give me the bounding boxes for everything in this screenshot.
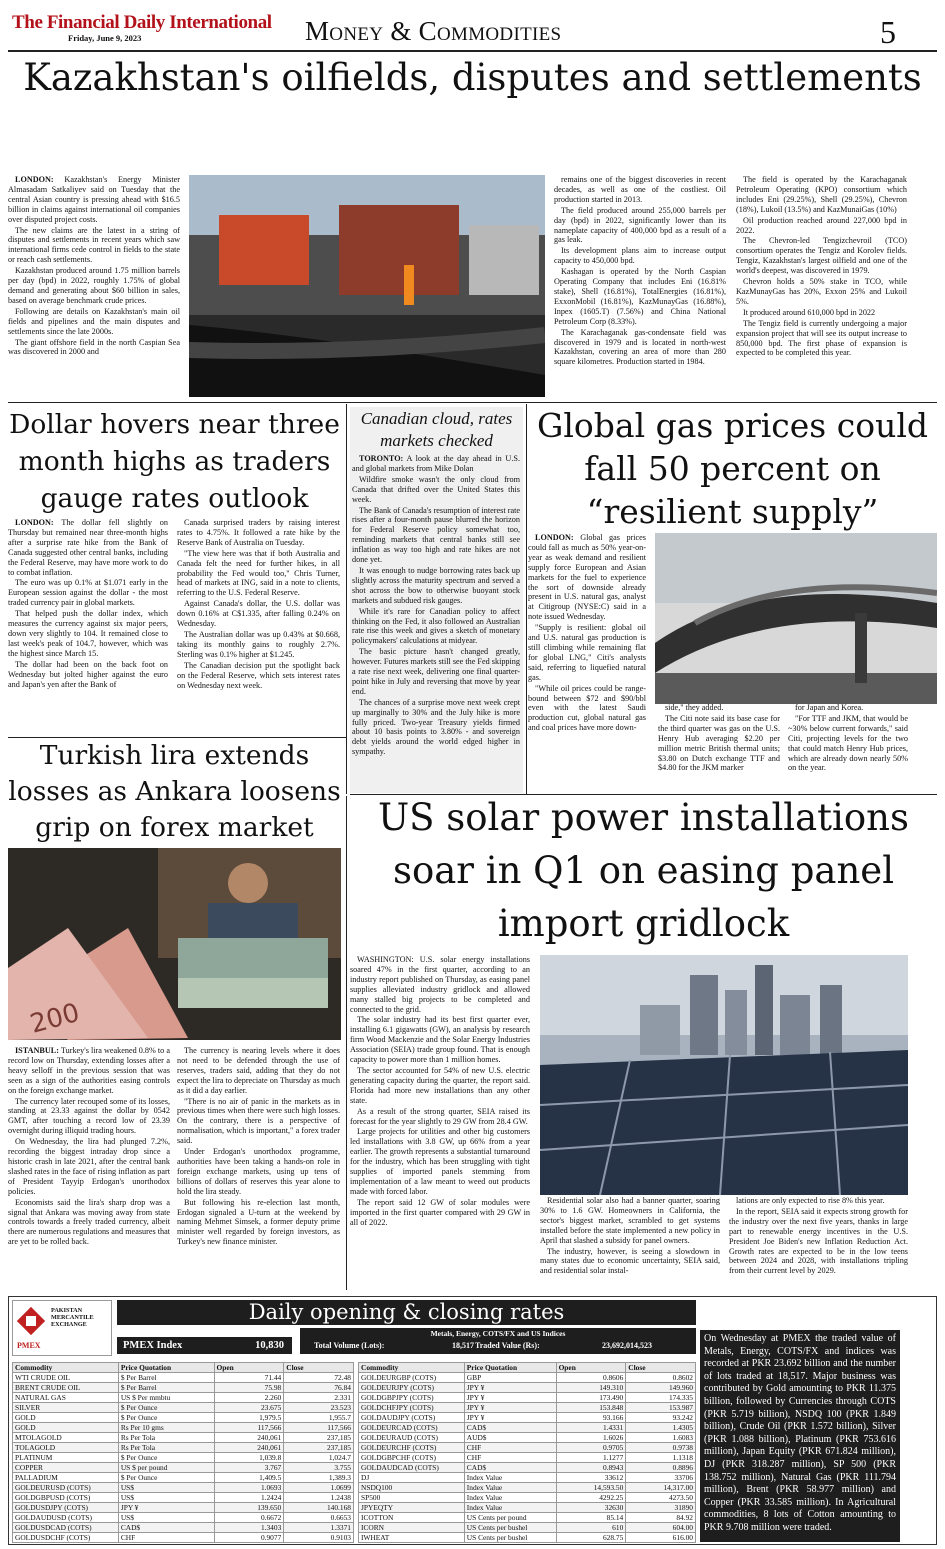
quotation-cell: JPY ¥ xyxy=(118,1503,214,1513)
rates-summary: On Wednesday at PMEX the traded value of Metals, Energy, COTS/FX and indices was recorded at PKR 23.692 billion and the number of lots traded at 18,517. Major business was contributed by Gold amounting to PKR 11.375 billion, followed by Currencies through COTS (PKR 5.719 billion), NSDQ 100 (PKR 1.849 billion), Crude Oil (PKR 1.572 billion), Silver (PKR 1.088 billion), Platinum (PKR 753.616 million), Japan Equity (PKR 671.824 million), DJ (PKR 318.287 million), SP 500 (PKR 138.752 million), Natural Gas (PKR 111.794 million), Brent (PKR 58.977 million) and Copper (PKR 33.585 million). In Agricultural commodities, 8 lots of Cotton amounting to PKR 9.708 million were traded. xyxy=(700,1330,900,1542)
quotation-cell: $ Per Barrel xyxy=(118,1383,214,1393)
quotation-cell: JPY ¥ xyxy=(464,1383,556,1393)
paragraph: It produced around 610,000 bpd in 2022 xyxy=(743,307,876,317)
close-cell: 2.331 xyxy=(284,1393,354,1403)
paragraph: LONDON: Kazakhstan's Energy Minister Almasadam Satkaliyev said on Tuesday that the central Asian country is pressing ahead with $16.5 billion in claims against international oil companies over disputed project costs. xyxy=(8,175,180,224)
close-cell: 140.168 xyxy=(284,1503,354,1513)
quotation-cell: JPY ¥ xyxy=(464,1393,556,1403)
kazakhstan-column-3 xyxy=(736,175,907,397)
paragraph: side," they added. xyxy=(665,703,724,712)
close-cell: 93.242 xyxy=(626,1413,696,1423)
open-cell: 117,566 xyxy=(214,1423,284,1433)
dollar-column-2 xyxy=(177,518,340,733)
rate-row xyxy=(13,1413,354,1423)
commodity-cell: GOLD xyxy=(13,1413,119,1423)
paragraph: The report said 12 GW of solar modules were imported in the first quarter compared with 29 GW in all of 2022. xyxy=(350,1197,530,1227)
paragraph: LONDON: Global gas prices could fall as much as 50% year-on-year as weak demand and resilient supply force European and Asian markets for the fuel to experience the sort of downside already present in U.S. natural gas, analyst at Citigroup (NYSE:C) said in a note issued Wednesday. xyxy=(528,533,646,622)
quotation-cell: $ Per Ounce xyxy=(118,1403,214,1413)
quotation-cell: $ Per Ounce xyxy=(118,1413,214,1423)
commodity-cell: NSDQ100 xyxy=(359,1483,465,1493)
paragraph: The Canadian decision put the spotlight back on the Federal Reserve, which sets interest rates on Wednesday next week. xyxy=(177,660,340,690)
canada-column xyxy=(352,454,520,791)
commodity-cell: GOLDEURAUD (COTS) xyxy=(359,1433,465,1443)
close-cell: 616.00 xyxy=(626,1533,696,1543)
quotation-cell: US$ xyxy=(118,1493,214,1503)
paragraph: While it's rare for Canadian policy to affect thinking on the Fed, it also followed an Australian rate rise this week and gives a sketch of monetary policymakers' calculations at midyear. xyxy=(352,606,520,646)
rate-row xyxy=(359,1443,696,1453)
lira-banknotes-photo xyxy=(8,848,341,1040)
commodity-cell: JPYEQTY xyxy=(359,1503,465,1513)
paragraph: Following are details on Kazakhstan's main oil fields and pipelines and the main disputes and settlements since the late 2000s. xyxy=(8,306,180,336)
rate-row xyxy=(13,1393,354,1403)
rate-row xyxy=(359,1403,696,1413)
rate-row xyxy=(13,1483,354,1493)
paragraph: Against Canada's dollar, the U.S. dollar was down 0.16% at C$1.335, after falling 0.24% on Wednesday. xyxy=(177,599,340,629)
close-cell: 72.48 xyxy=(284,1373,354,1383)
quotation-cell: Rs Per Tola xyxy=(118,1443,214,1453)
quotation-cell: CAD$ xyxy=(464,1463,556,1473)
pmex-index-value: 10,830 xyxy=(255,1340,284,1351)
commodity-cell: SILVER xyxy=(13,1403,119,1413)
rate-row xyxy=(13,1463,354,1473)
commodity-cell: DJ xyxy=(359,1473,465,1483)
quotation-cell: GBP xyxy=(464,1373,556,1383)
commodity-cell: TOLAGOLD xyxy=(13,1443,119,1453)
open-cell: 85.14 xyxy=(556,1513,626,1523)
commodity-cell: GOLDEURJPY (COTS) xyxy=(359,1383,465,1393)
paragraph: The Australian dollar was up 0.43% at $0.668, taking its monthly gains to roughly 2.7%. Sterling was 0.1% higher at $1.245. xyxy=(177,629,340,659)
pmex-logo xyxy=(12,1300,112,1356)
col-header-close: Close xyxy=(626,1363,696,1373)
quotation-cell: Index Value xyxy=(464,1503,556,1513)
paragraph: As a result of the strong quarter, SEIA raised its forecast for the year slightly to 29 GW from 28.4 GW. xyxy=(350,1106,530,1126)
dollar-column-1 xyxy=(8,518,168,733)
open-cell: 0.6672 xyxy=(214,1513,284,1523)
open-cell: 23.675 xyxy=(214,1403,284,1413)
rate-row xyxy=(13,1403,354,1413)
open-cell: 33612 xyxy=(556,1473,626,1483)
vertical-rule-2 xyxy=(526,404,527,794)
quotation-cell: US Cents per bushel xyxy=(464,1533,556,1543)
open-cell: 2.260 xyxy=(214,1393,284,1403)
close-cell: 76.84 xyxy=(284,1383,354,1393)
quotation-cell: $ Per Barrel xyxy=(118,1373,214,1383)
kazakhstan-headline: Kazakhstan's oilfields, disputes and settlements xyxy=(23,56,922,99)
close-cell: 1.1318 xyxy=(626,1453,696,1463)
quotation-cell: CHF xyxy=(464,1453,556,1463)
paragraph: Kashagan is operated by the North Caspian Operating Company that includes Eni (16.81% stake), Shell (16.81%), TotalEnergies (16.81%), ExxonMobil (16.81%), KazMunayGas (16.88%), Inpex (1605.T) (7.56%) and China National Petroleum Corp (8.33%). xyxy=(554,267,726,326)
gas-column-2 xyxy=(658,703,780,791)
col-header-price-quotation: Price Quotation xyxy=(118,1363,214,1373)
volume-value: 18,517 xyxy=(452,1341,474,1350)
close-cell: 1.0699 xyxy=(284,1483,354,1493)
quotation-cell: US Cents per bushel xyxy=(464,1523,556,1533)
paragraph: The currency is nearing levels where it does not need to be defended through the use of reserves, traders said, adding that they do not expect the lira to depreciate on Thursday as much as it did a day earlier. xyxy=(177,1046,340,1095)
dollar-headline: Dollar hovers near three month highs as traders gauge rates outlook xyxy=(9,409,340,514)
quotation-cell: Index Value xyxy=(464,1493,556,1503)
paragraph: Chevron holds a 50% stake in TCO, while KazMunayGas has 20%, Exxon 25% and Lukoil 5%. xyxy=(736,277,907,306)
commodity-cell: NATURAL GAS xyxy=(13,1393,119,1403)
open-cell: 1,409.5 xyxy=(214,1473,284,1483)
paragraph: The field produced around 255,000 barrels per day (bpd) in 2022, significantly lower than its nameplate capacity of 400,000 bpd as a result of a gas leak. xyxy=(554,205,726,245)
rate-row xyxy=(359,1503,696,1513)
open-cell: 75.98 xyxy=(214,1383,284,1393)
traded-value: 23,692,014,523 xyxy=(602,1341,652,1350)
pmex-logo-abbr: PMEX xyxy=(17,1341,41,1350)
paragraph: "While oil prices could be range-bound between $72 and $90/bbl even with the latest Saudi production cut, global natural gas and coal prices have more down- xyxy=(528,683,646,733)
rate-row xyxy=(13,1433,354,1443)
commodity-cell: GOLDUSDCAD (COTS) xyxy=(13,1523,119,1533)
open-cell: 0.9705 xyxy=(556,1443,626,1453)
rate-row xyxy=(359,1383,696,1393)
quotation-cell: Rs Per 10 gms xyxy=(118,1423,214,1433)
close-cell: 1.4305 xyxy=(626,1423,696,1433)
paragraph: lations are only expected to rise 8% this year. xyxy=(736,1196,885,1205)
newspaper-name: The Financial Daily International xyxy=(12,12,272,33)
paragraph: The Karachaganak gas-condensate field was discovered in 1979 and is located in north-west Kazakhstan, covering an area of more than 280 square kilometres. Production started in 1984. xyxy=(554,327,726,367)
oilfield-photo xyxy=(189,175,545,397)
close-cell: 0.9738 xyxy=(626,1443,696,1453)
pmex-index-label: PMEX Index xyxy=(123,1340,183,1351)
rate-row xyxy=(359,1513,696,1523)
quotation-cell: CHF xyxy=(464,1443,556,1453)
paragraph: ISTANBUL: Turkey's lira weakened 0.8% to a record low on Thursday, extending losses after a heavy selloff in the previous session that was seen as a sign of the authorities easing controls on the foreign exchange market. xyxy=(8,1046,170,1095)
pmex-logo-text: PAKISTAN MERCANTILE EXCHANGE xyxy=(51,1307,94,1329)
svg-text:200: 200 xyxy=(27,997,83,1040)
quotation-cell: JPY ¥ xyxy=(464,1413,556,1423)
close-cell: 33706 xyxy=(626,1473,696,1483)
close-cell: 0.9103 xyxy=(284,1533,354,1543)
quotation-cell: JPY ¥ xyxy=(464,1403,556,1413)
gas-column-3 xyxy=(788,703,908,791)
col-header-open: Open xyxy=(214,1363,284,1373)
solar-column-1 xyxy=(350,955,530,1288)
quotation-cell: US Cents per pound xyxy=(464,1513,556,1523)
commodity-cell: BRENT CRUDE OIL xyxy=(13,1383,119,1393)
quotation-cell: CAD$ xyxy=(118,1523,214,1533)
commodity-cell: MTOLAGOLD xyxy=(13,1433,119,1443)
col-header-open: Open xyxy=(556,1363,626,1373)
open-cell: 240,061 xyxy=(214,1443,284,1453)
quotation-cell: US $ per pound xyxy=(118,1463,214,1473)
paragraph: Kazakhstan produced around 1.75 million barrels per day (bpd) in 2022, roughly 1.75% of global demand and generating about $60 billion in sales, based on average benchmark crude prices. xyxy=(8,266,180,305)
rate-row xyxy=(13,1443,354,1453)
commodity-cell: GOLD xyxy=(13,1423,119,1433)
volume-bar xyxy=(300,1328,696,1354)
paragraph: It was enough to nudge borrowing rates back up slightly across the maturity spectrum and served a shot across the bow to otherwise buoyant stock markets and subdued risk gauges. xyxy=(352,565,520,605)
paragraph: Wildfire smoke wasn't the only cloud from Canada that drifted over the United States this week. xyxy=(352,474,520,504)
paragraph: The sector accounted for 54% of new U.S. electric generating capacity during the quarter, the report said. Florida had more new installations than any other state. xyxy=(350,1065,530,1105)
rate-row xyxy=(359,1393,696,1403)
commodity-cell: GOLDAUDJPY (COTS) xyxy=(359,1413,465,1423)
paragraph: LONDON: The dollar fell slightly on Thursday but remained near three-month highs after a surprise rate hike from the Bank of Canada suggested other central banks, including the Federal Reserve, may have more work to do to combat inflation. xyxy=(8,518,168,577)
paragraph: Its development plans aim to increase output capacity to 450,000 bpd. xyxy=(554,246,726,266)
rates-table-right xyxy=(358,1362,696,1543)
commodity-cell: IWHEAT xyxy=(359,1533,465,1543)
quotation-cell: $ Per Ounce xyxy=(118,1453,214,1463)
close-cell: 117,566 xyxy=(284,1423,354,1433)
solar-headline: US solar power installations soar in Q1 on easing panel import gridlock xyxy=(378,796,909,945)
pmex-index-bar xyxy=(117,1337,292,1354)
paragraph: That helped push the dollar index, which measures the currency against six major peers, down very slightly to 104. It remained close to last week's peak of 104.7, however, which was the highest since March 15. xyxy=(8,609,168,658)
vertical-rule-3 xyxy=(346,796,347,1290)
paragraph: But following his re-election last month, Erdogan signaled a U-turn at the weekend by naming Mehmet Simsek, a former deputy prime minister well regarded by foreign investors, as Turkey's new finance minister. xyxy=(177,1197,340,1247)
close-cell: 4273.50 xyxy=(626,1493,696,1503)
open-cell: 1.6026 xyxy=(556,1433,626,1443)
commodity-cell: GOLDGBPJPY (COTS) xyxy=(359,1393,465,1403)
rate-row xyxy=(13,1503,354,1513)
open-cell: 1.4331 xyxy=(556,1423,626,1433)
page-number: 5 xyxy=(880,14,896,50)
close-cell: 1,955.7 xyxy=(284,1413,354,1423)
paragraph: The field is operated by the Karachaganak Petroleum Operating (KPO) consortium which includes Eni (29.25%), Shell (29.25%), Chevron (18%), Lukoil (13.5%) and KazMunaiGas (10%) xyxy=(736,175,907,214)
commodity-cell: GOLDUSDCHF (COTS) xyxy=(13,1533,119,1543)
open-cell: 32630 xyxy=(556,1503,626,1513)
close-cell: 149.960 xyxy=(626,1383,696,1393)
paragraph: The new claims are the latest in a string of disputes and settlements in recent years which saw international firms cede control in fields to the state or reach cash settlements. xyxy=(8,225,180,265)
open-cell: 610 xyxy=(556,1523,626,1533)
commodity-cell: WTI CRUDE OIL xyxy=(13,1373,119,1383)
rate-row xyxy=(359,1433,696,1443)
quotation-cell: CAD$ xyxy=(464,1423,556,1433)
paragraph: The currency later recouped some of its losses, standing at 23.33 against the dollar by 0542 GMT, after touching a record low of 23.39 overnight during illiquid trading hours. xyxy=(8,1096,170,1136)
rate-row xyxy=(359,1473,696,1483)
paragraph: The basic picture hasn't changed greatly, however. Futures markets still see the Fed skipping a rate rise next week, delivering one final quarter-point hike in July and reversing that move by year end. xyxy=(352,647,520,696)
open-cell: 71.44 xyxy=(214,1373,284,1383)
close-cell: 1,024.7 xyxy=(284,1453,354,1463)
gas-column-1 xyxy=(528,533,646,791)
paragraph: The Citi note said its base case for the third quarter was gas on the U.S. Henry Hub averaging $2.20 per million metric British thermal units; $3.80 on Dutch exchange TTF and $4.80 for the JKM marker xyxy=(658,713,780,773)
open-cell: 153.848 xyxy=(556,1403,626,1413)
kazakhstan-column-1 xyxy=(8,175,180,397)
quotation-cell: Index Value xyxy=(464,1483,556,1493)
quotation-cell: US$ xyxy=(118,1513,214,1523)
open-cell: 3.767 xyxy=(214,1463,284,1473)
open-cell: 1.1277 xyxy=(556,1453,626,1463)
paragraph: In the report, SEIA said it expects strong growth for the industry over the next five years, thanks in large part to renewable energy incentives in the U.S. President Joe Biden's new Inflation Reduction Act. Growth rates are expected to be in the low teens between 2024 and 2028, with installations tripling from their current level by 2029. xyxy=(729,1206,908,1276)
close-cell: 0.6653 xyxy=(284,1513,354,1523)
commodity-cell: GOLDAUDCAD (COTS) xyxy=(359,1463,465,1473)
col-header-commodity: Commodity xyxy=(13,1363,119,1373)
close-cell: 0.8602 xyxy=(626,1373,696,1383)
issue-date: Friday, June 9, 2023 xyxy=(68,33,142,43)
open-cell: 240,061 xyxy=(214,1433,284,1443)
paragraph: Under Erdogan's unorthodox programme, authorities have been taking a hands-on role in foreign exchange markets, using up tens of billions of dollars of reserves this year alone to hold the lira steady. xyxy=(177,1147,340,1196)
rate-row xyxy=(359,1373,696,1383)
close-cell: 23.523 xyxy=(284,1403,354,1413)
paragraph: remains one of the biggest discoveries in recent decades, as well as one of the costliest. Oil production started in 2013. xyxy=(554,175,726,204)
quotation-cell: $ Per Ounce xyxy=(118,1473,214,1483)
rate-row xyxy=(359,1413,696,1423)
col-header-close: Close xyxy=(284,1363,354,1373)
commodity-cell: GOLDGBPCHF (COTS) xyxy=(359,1453,465,1463)
commodity-cell: GOLDEURUSD (COTS) xyxy=(13,1483,119,1493)
rate-row xyxy=(359,1523,696,1533)
open-cell: 93.166 xyxy=(556,1413,626,1423)
open-cell: 0.8606 xyxy=(556,1373,626,1383)
paragraph: The Chevron-led Tengizchevroil (TCO) consortium operates the Tengiz and Korolev fields. Tengiz, Kazakhstan's largest oilfield and one of the world's deepest, was discovered in 1979. xyxy=(736,236,907,276)
paragraph: The Tengiz field is currently undergoing a major expansion project that will see its output increase to 850,000 bpd. The first phase of expansion is expected to be completed this year. xyxy=(736,318,907,358)
paragraph: The Bank of Canada's resumption of interest rate rises after a four-month pause blurred the horizon for Federal Reserve policy somewhat too, reminding markets that central banks still see inflation as way too high and rate hikes are not done yet. xyxy=(352,505,520,565)
quotation-cell: Index Value xyxy=(464,1473,556,1483)
gas-headline: Global gas prices could fall 50 percent on “resilient supply” xyxy=(536,406,929,531)
col-header-price-quotation: Price Quotation xyxy=(464,1363,556,1373)
solar-column-2 xyxy=(540,1196,720,1288)
lira-column-1 xyxy=(8,1046,170,1288)
paragraph: The industry, however, is seeing a slowdown in many states due to economic uncertainty, SEIA said, and residential solar instal- xyxy=(540,1246,720,1276)
vertical-rule-1 xyxy=(346,404,347,794)
lira-headline: Turkish lira extends losses as Ankara loosens grip on forex market xyxy=(8,740,341,843)
commodity-cell: ICOTTON xyxy=(359,1513,465,1523)
paragraph: "Supply is resilient: global oil and U.S. natural gas production is still climbing while remaining flat for global LNG," Citi's analysts said, referring to liquefied natural gas. xyxy=(528,623,646,682)
rate-row xyxy=(13,1373,354,1383)
commodity-cell: GOLDUSDJPY (COTS) xyxy=(13,1503,119,1513)
gas-pipeline-photo xyxy=(655,533,937,704)
pmex-logo-icon xyxy=(17,1307,45,1335)
paragraph: On Wednesday, the lira had plunged 7.2%, recording the biggest intraday drop since a historic crash in late 2021, after the central bank slashed rates in the face of rising inflation as part of President Tayyip Erdogan's unorthodox policies. xyxy=(8,1137,170,1196)
quotation-cell: Rs Per Tola xyxy=(118,1433,214,1443)
rate-row xyxy=(13,1423,354,1433)
commodity-cell: COPPER xyxy=(13,1463,119,1473)
close-cell: 31890 xyxy=(626,1503,696,1513)
kazakhstan-column-2 xyxy=(554,175,726,397)
commodity-cell: GOLDGBPUSD (COTS) xyxy=(13,1493,119,1503)
paragraph: Residential solar also had a banner quarter, soaring 30% to 1.6 GW. Homeowners in California, the sector's biggest market, scrambled to get systems installed before the state implemented a new policy in April that slashed a subsidy for panel owners. xyxy=(540,1196,720,1245)
close-cell: 84.92 xyxy=(626,1513,696,1523)
paragraph: TORONTO: A look at the day ahead in U.S. and global markets from Mike Dolan xyxy=(352,454,520,473)
open-cell: 139.650 xyxy=(214,1503,284,1513)
open-cell: 1,979.5 xyxy=(214,1413,284,1423)
paragraph: for Japan and Korea. xyxy=(795,703,864,712)
paragraph: The chances of a surprise move next week crept up marginally to 30% and the July hike is more fully priced. Two-year Treasury yields firmed about 10 basis points to 3.80% - and sovereign debt yields around the world edged higher in sympathy. xyxy=(352,697,520,757)
lira-column-2 xyxy=(177,1046,340,1288)
rate-row xyxy=(359,1483,696,1493)
commodity-cell: GOLDCHFJPY (COTS) xyxy=(359,1403,465,1413)
paragraph: Canada surprised traders by raising interest rates to 4.75%. It followed a rate hike by the Reserve Bank of Australia on Tuesday. xyxy=(177,518,340,547)
paragraph: Large projects for utilities and other big customers led installations with 3.8 GW, up 66% from a year earlier. The growth represents a substantial turnaround for the industry, which has been struggling with tight supplies of imported panels stemming from implementation of a law meant to weed out products made with forced labor. xyxy=(350,1127,530,1196)
quotation-cell: US $ Per mmbtu xyxy=(118,1393,214,1403)
rate-row xyxy=(359,1423,696,1433)
paragraph: Oil production reached around 227,000 bpd in 2022. xyxy=(736,215,907,235)
open-cell: 628.75 xyxy=(556,1533,626,1543)
rate-row xyxy=(359,1453,696,1463)
paragraph: The giant offshore field in the north Caspian Sea was discovered in 2000 and xyxy=(8,337,180,357)
commodity-cell: PLATINUM xyxy=(13,1453,119,1463)
close-cell: 1.2438 xyxy=(284,1493,354,1503)
paragraph: "The view here was that if both Australia and Canada felt the need for further hikes, in all probability the Fed would too," Chris Turner, head of markets at ING, said in a note to clients, referring to the U.S. Federal Reserve. xyxy=(177,548,340,598)
open-cell: 0.8943 xyxy=(556,1463,626,1473)
close-cell: 237,185 xyxy=(284,1433,354,1443)
quotation-cell: US$ xyxy=(118,1483,214,1493)
paragraph: The euro was up 0.1% at $1.071 early in the European session against the dollar - the most traded currency pair in global markets. xyxy=(8,578,168,608)
rate-row xyxy=(13,1473,354,1483)
open-cell: 1,039.8 xyxy=(214,1453,284,1463)
volume-label: Total Volume (Lots): xyxy=(314,1341,385,1350)
close-cell: 14,317.00 xyxy=(626,1483,696,1493)
commodity-cell: GOLDAUDUSD (COTS) xyxy=(13,1513,119,1523)
paragraph: WASHINGTON: U.S. solar energy installations soared 47% in the first quarter, according to an industry report published on Thursday, as easing panel supplies alleviated industry gridlock and allowed many stalled big projects to be completed and connected to the grid. xyxy=(350,955,530,1014)
open-cell: 0.9077 xyxy=(214,1533,284,1543)
paragraph: Economists said the lira's sharp drop was a signal that Ankara was moving away from state controls towards a freely traded currency, albeit there are numerous regulations and measures that are yet to be rolled back. xyxy=(8,1197,170,1247)
rates-title: Daily opening & closing rates xyxy=(248,1300,565,1324)
commodity-cell: PALLADIUM xyxy=(13,1473,119,1483)
open-cell: 173.490 xyxy=(556,1393,626,1403)
canada-headline: Canadian cloud, rates markets checked xyxy=(360,409,513,450)
commodity-cell: GOLDEURCHF (COTS) xyxy=(359,1443,465,1453)
rate-row xyxy=(13,1513,354,1523)
close-cell: 1.3371 xyxy=(284,1523,354,1533)
open-cell: 14,593.50 xyxy=(556,1483,626,1493)
col-header-commodity: Commodity xyxy=(359,1363,465,1373)
open-cell: 1.0693 xyxy=(214,1483,284,1493)
rate-row xyxy=(13,1383,354,1393)
section-divider-1 xyxy=(8,402,937,403)
quotation-cell: AUD$ xyxy=(464,1433,556,1443)
commodity-cell: GOLDEURCAD (COTS) xyxy=(359,1423,465,1433)
quotation-cell: CHF xyxy=(118,1533,214,1543)
commodity-cell: GOLDEURGBP (COTS) xyxy=(359,1373,465,1383)
open-cell: 4292.25 xyxy=(556,1493,626,1503)
close-cell: 153.987 xyxy=(626,1403,696,1413)
close-cell: 3.755 xyxy=(284,1463,354,1473)
close-cell: 1,389.3 xyxy=(284,1473,354,1483)
rate-row xyxy=(359,1463,696,1473)
paragraph: The dollar had been on the back foot on Wednesday but jolted higher against the euro and Japan's yen after the Bank of xyxy=(8,659,168,689)
close-cell: 237,185 xyxy=(284,1443,354,1453)
rate-row xyxy=(359,1493,696,1503)
paragraph: "For TTF and JKM, that would be ~30% below current forwards," said Citi, projecting levels for the two that could match Henry Hub prices, which are already down nearly 50% on the year. xyxy=(788,713,908,773)
solar-panels-photo xyxy=(540,955,908,1195)
rate-row xyxy=(359,1533,696,1543)
rate-row xyxy=(13,1453,354,1463)
commodity-cell: ICORN xyxy=(359,1523,465,1533)
close-cell: 604.00 xyxy=(626,1523,696,1533)
close-cell: 174.335 xyxy=(626,1393,696,1403)
rates-table-left xyxy=(12,1362,354,1543)
close-cell: 0.8896 xyxy=(626,1463,696,1473)
rate-row xyxy=(13,1523,354,1533)
open-cell: 1.3403 xyxy=(214,1523,284,1533)
paragraph: The solar industry had its best first quarter ever, installing 6.1 gigawatts (GW), an analysis by research firm Wood Mackenzie and the Solar Energy Industries Association (SEIA) trade group found. That is enough capacity to power more than 1 million homes. xyxy=(350,1015,530,1065)
rate-row xyxy=(13,1533,354,1543)
solar-column-3 xyxy=(729,1196,908,1288)
open-cell: 1.2424 xyxy=(214,1493,284,1503)
rate-row xyxy=(13,1493,354,1503)
commodity-cell: SP500 xyxy=(359,1493,465,1503)
open-cell: 149.310 xyxy=(556,1383,626,1393)
masthead-rule xyxy=(8,50,937,52)
close-cell: 1.6083 xyxy=(626,1433,696,1443)
traded-label: Traded Value (Rs): xyxy=(475,1341,540,1350)
metals-header: Metals, Energy, COTS/FX and US Indices xyxy=(430,1329,566,1338)
paragraph: "There is no air of panic in the markets as in previous times when there were such high losses. On the contrary, there is a perspective of normalisation, which is important," a forex trader said. xyxy=(177,1096,340,1146)
section-title: Money & Commodities xyxy=(305,16,562,46)
